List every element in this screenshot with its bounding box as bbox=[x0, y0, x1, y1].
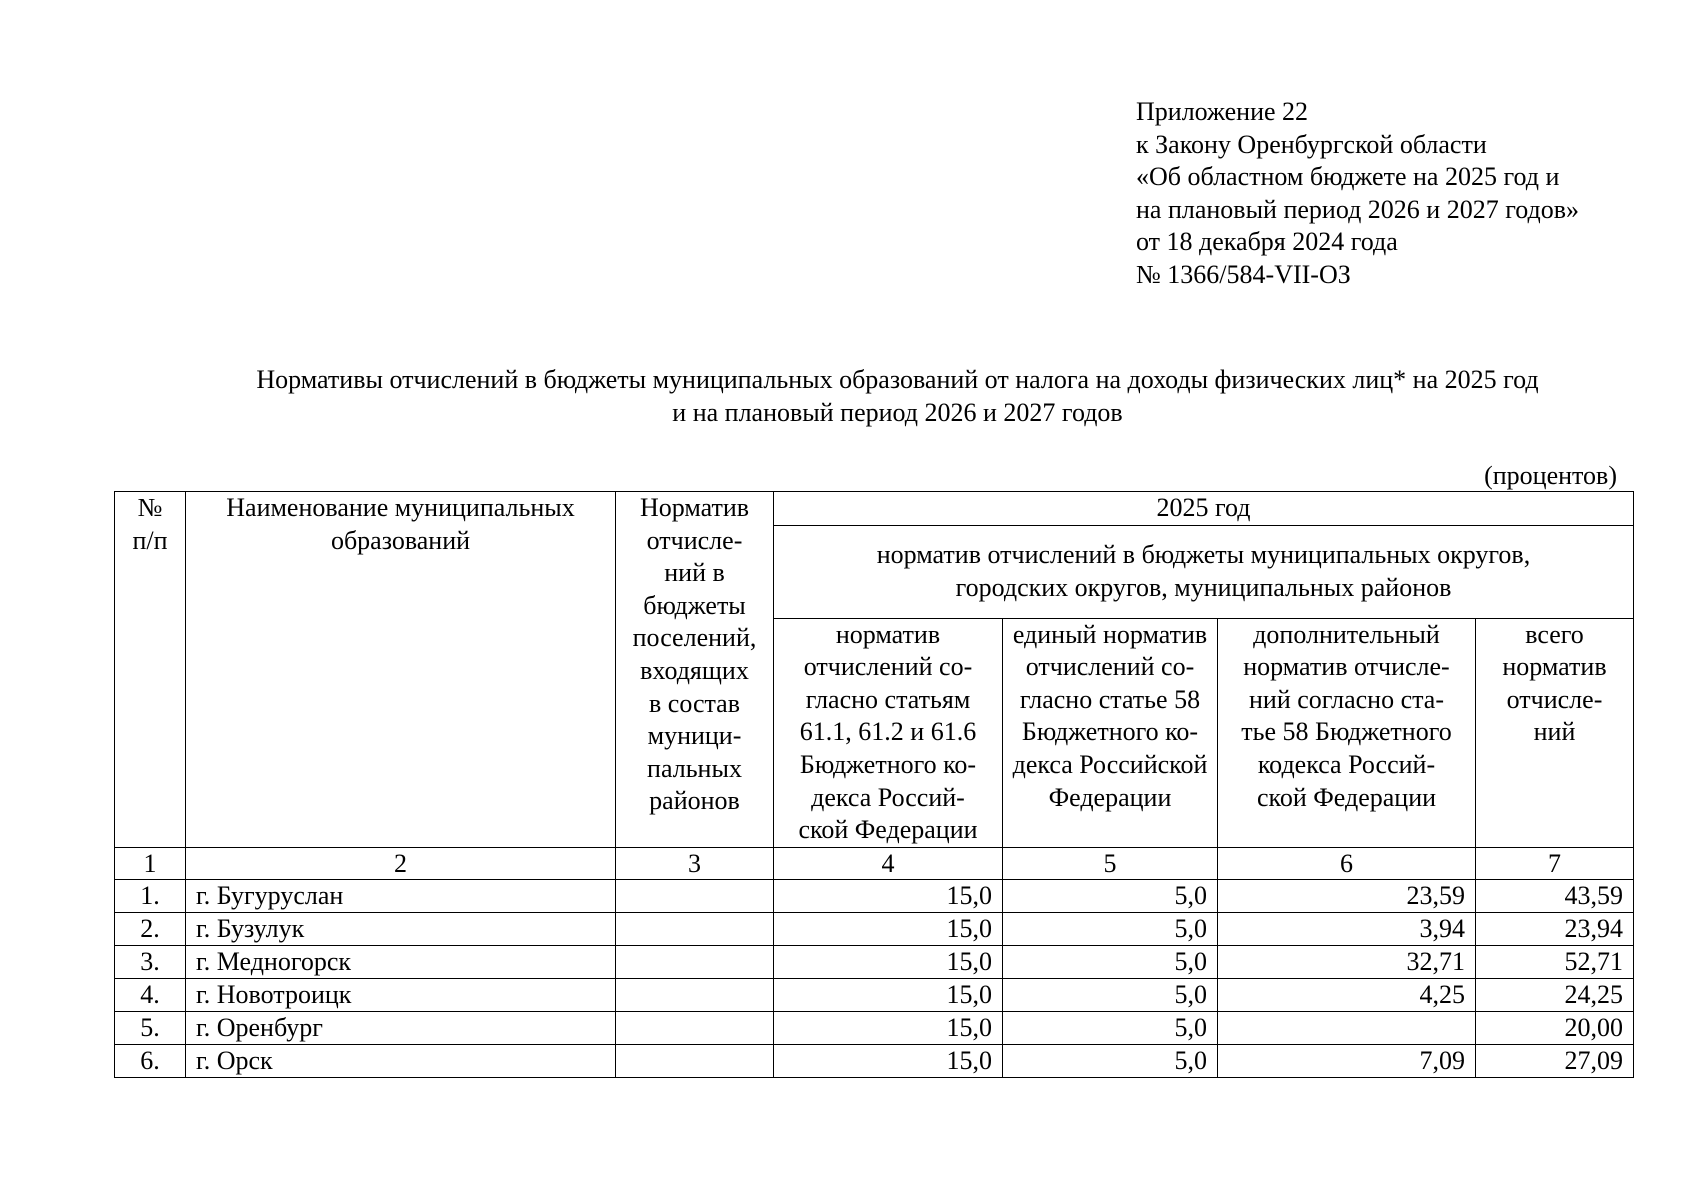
settlements-value bbox=[616, 879, 774, 912]
header-text-line: пальных bbox=[647, 753, 742, 783]
title-line-2: и на плановый период 2026 и 2027 годов bbox=[672, 397, 1123, 427]
header-text-line: отчислений со- bbox=[1025, 652, 1195, 682]
header-text-line: ской Федерации bbox=[1256, 782, 1437, 812]
by-articles-value: 15,0 bbox=[774, 978, 1003, 1011]
total-value: 52,71 bbox=[1476, 945, 1634, 978]
header-text-line: всего bbox=[1525, 619, 1584, 649]
row-number: 2. bbox=[115, 912, 186, 945]
unified-value: 5,0 bbox=[1003, 1011, 1218, 1044]
unified-value: 5,0 bbox=[1003, 1044, 1218, 1077]
unified-value: 5,0 bbox=[1003, 879, 1218, 912]
header-text-line: норматив bbox=[1502, 652, 1607, 682]
header-by-articles bbox=[774, 618, 1003, 847]
unified-value: 5,0 bbox=[1003, 945, 1218, 978]
header-text-line: Наименование муниципальных bbox=[226, 493, 575, 522]
municipality-name: г. Бузулук bbox=[186, 912, 616, 945]
header-text-line: ний согласно ста- bbox=[1248, 684, 1444, 714]
municipality-name: г. Бугуруслан bbox=[186, 879, 616, 912]
by-articles-value: 15,0 bbox=[774, 912, 1003, 945]
settlements-value bbox=[616, 1011, 774, 1044]
header-text-line: ской Федерации bbox=[798, 815, 978, 845]
total-value: 23,94 bbox=[1476, 912, 1634, 945]
row-number: 1. bbox=[115, 879, 186, 912]
header-row-year bbox=[115, 492, 1634, 526]
title-line-1: Нормативы отчислений в бюджеты муниципальных образований от налога на доходы физических лиц* на 2025 год bbox=[256, 365, 1539, 394]
total-value: 20,00 bbox=[1476, 1011, 1634, 1044]
appendix-line: на плановый период 2026 и 2027 годов» bbox=[1136, 194, 1579, 224]
header-text-line: районов bbox=[649, 786, 740, 816]
document-title bbox=[180, 364, 1615, 429]
additional-value: 32,71 bbox=[1218, 945, 1476, 978]
total-value: 24,25 bbox=[1476, 978, 1634, 1011]
column-number: 2 bbox=[186, 847, 616, 879]
by-articles-value: 15,0 bbox=[774, 945, 1003, 978]
additional-value: 3,94 bbox=[1218, 912, 1476, 945]
column-number: 4 bbox=[774, 847, 1003, 879]
settlements-value bbox=[616, 945, 774, 978]
header-text-line: ний bbox=[1533, 717, 1576, 747]
municipality-name: г. Новотроицк bbox=[186, 978, 616, 1011]
table-row bbox=[115, 978, 1634, 1011]
header-year: 2025 год bbox=[774, 492, 1634, 526]
header-text-line: отчисле- bbox=[646, 525, 743, 555]
header-name bbox=[186, 492, 616, 848]
appendix-line: № 1366/584-VII-ОЗ bbox=[1136, 259, 1351, 289]
appendix-line: Приложение 22 bbox=[1136, 97, 1309, 126]
header-text-line: норматив отчисле- bbox=[1243, 652, 1450, 682]
units-label: (процентов) bbox=[1484, 461, 1617, 490]
column-number: 1 bbox=[115, 847, 186, 879]
municipality-name: г. Медногорск bbox=[186, 945, 616, 978]
header-text-line: в состав bbox=[649, 688, 740, 718]
table-row bbox=[115, 945, 1634, 978]
column-number: 6 bbox=[1218, 847, 1476, 879]
unified-value: 5,0 bbox=[1003, 912, 1218, 945]
header-text-line: муници- bbox=[647, 721, 742, 751]
header-text-line: образований bbox=[330, 525, 471, 555]
settlements-value bbox=[616, 1044, 774, 1077]
column-number: 5 bbox=[1003, 847, 1218, 879]
header-text-line: 61.1, 61.2 и 61.6 bbox=[799, 717, 977, 747]
header-text-line: поселений, bbox=[632, 623, 757, 653]
table-row bbox=[115, 912, 1634, 945]
header-text-line: норматив отчислений в бюджеты муниципальных округов, bbox=[876, 540, 1531, 569]
appendix-line: «Об областном бюджете на 2025 год и bbox=[1136, 162, 1560, 192]
header-text-line: декса Российской bbox=[1012, 749, 1208, 779]
header-text-line: Норматив bbox=[639, 493, 750, 522]
header-text-line: п/п bbox=[132, 525, 168, 555]
total-value: 43,59 bbox=[1476, 879, 1634, 912]
header-districts bbox=[774, 525, 1634, 618]
header-text-line: Федерации bbox=[1048, 782, 1172, 812]
total-value: 27,09 bbox=[1476, 1044, 1634, 1077]
header-text-line: отчислений со- bbox=[803, 652, 973, 682]
by-articles-value: 15,0 bbox=[774, 1044, 1003, 1077]
header-text-line: Бюджетного ко- bbox=[799, 749, 977, 779]
appendix-line: от 18 декабря 2024 года bbox=[1136, 227, 1398, 257]
row-number: 5. bbox=[115, 1011, 186, 1044]
header-text-line: Бюджетного ко- bbox=[1021, 717, 1199, 747]
appendix-reference bbox=[1136, 96, 1579, 292]
additional-value: 4,25 bbox=[1218, 978, 1476, 1011]
header-text-line: бюджеты bbox=[643, 590, 746, 620]
header-settlements bbox=[616, 492, 774, 848]
header-text-line: гласно статьям bbox=[805, 684, 971, 714]
header-text-line: единый норматив bbox=[1012, 619, 1208, 649]
row-number: 4. bbox=[115, 978, 186, 1011]
header-num bbox=[115, 492, 186, 848]
header-additional bbox=[1218, 618, 1476, 847]
header-text-line: декса Россий- bbox=[811, 782, 965, 812]
additional-value bbox=[1218, 1011, 1476, 1044]
additional-value: 23,59 bbox=[1218, 879, 1476, 912]
municipality-name: г. Орск bbox=[186, 1044, 616, 1077]
header-total bbox=[1476, 618, 1634, 847]
header-unified bbox=[1003, 618, 1218, 847]
column-number: 7 bbox=[1476, 847, 1634, 879]
by-articles-value: 15,0 bbox=[774, 1011, 1003, 1044]
row-number: 3. bbox=[115, 945, 186, 978]
additional-value: 7,09 bbox=[1218, 1044, 1476, 1077]
settlements-value bbox=[616, 912, 774, 945]
municipality-name: г. Оренбург bbox=[186, 1011, 616, 1044]
header-text-line: кодекса Россий- bbox=[1257, 749, 1436, 779]
header-text-line: ний в bbox=[664, 558, 725, 588]
norms-table bbox=[114, 491, 1634, 1078]
header-text-line: тье 58 Бюджетного bbox=[1241, 717, 1452, 747]
header-text-line: дополнительный bbox=[1253, 619, 1440, 649]
by-articles-value: 15,0 bbox=[774, 879, 1003, 912]
row-number: 6. bbox=[115, 1044, 186, 1077]
header-text-line: гласно статье 58 bbox=[1019, 684, 1201, 714]
appendix-line: к Закону Оренбургской области bbox=[1136, 129, 1487, 159]
header-text-line: отчисле- bbox=[1506, 684, 1603, 714]
column-number-row bbox=[115, 847, 1634, 879]
table-row bbox=[115, 1011, 1634, 1044]
settlements-value bbox=[616, 978, 774, 1011]
unified-value: 5,0 bbox=[1003, 978, 1218, 1011]
table-row bbox=[115, 1044, 1634, 1077]
column-number: 3 bbox=[616, 847, 774, 879]
table-row bbox=[115, 879, 1634, 912]
header-text-line: № bbox=[137, 493, 163, 522]
header-text-line: норматив bbox=[835, 619, 941, 649]
header-text-line: городских округов, муниципальных районов bbox=[955, 572, 1452, 602]
header-text-line: входящих bbox=[640, 655, 749, 685]
